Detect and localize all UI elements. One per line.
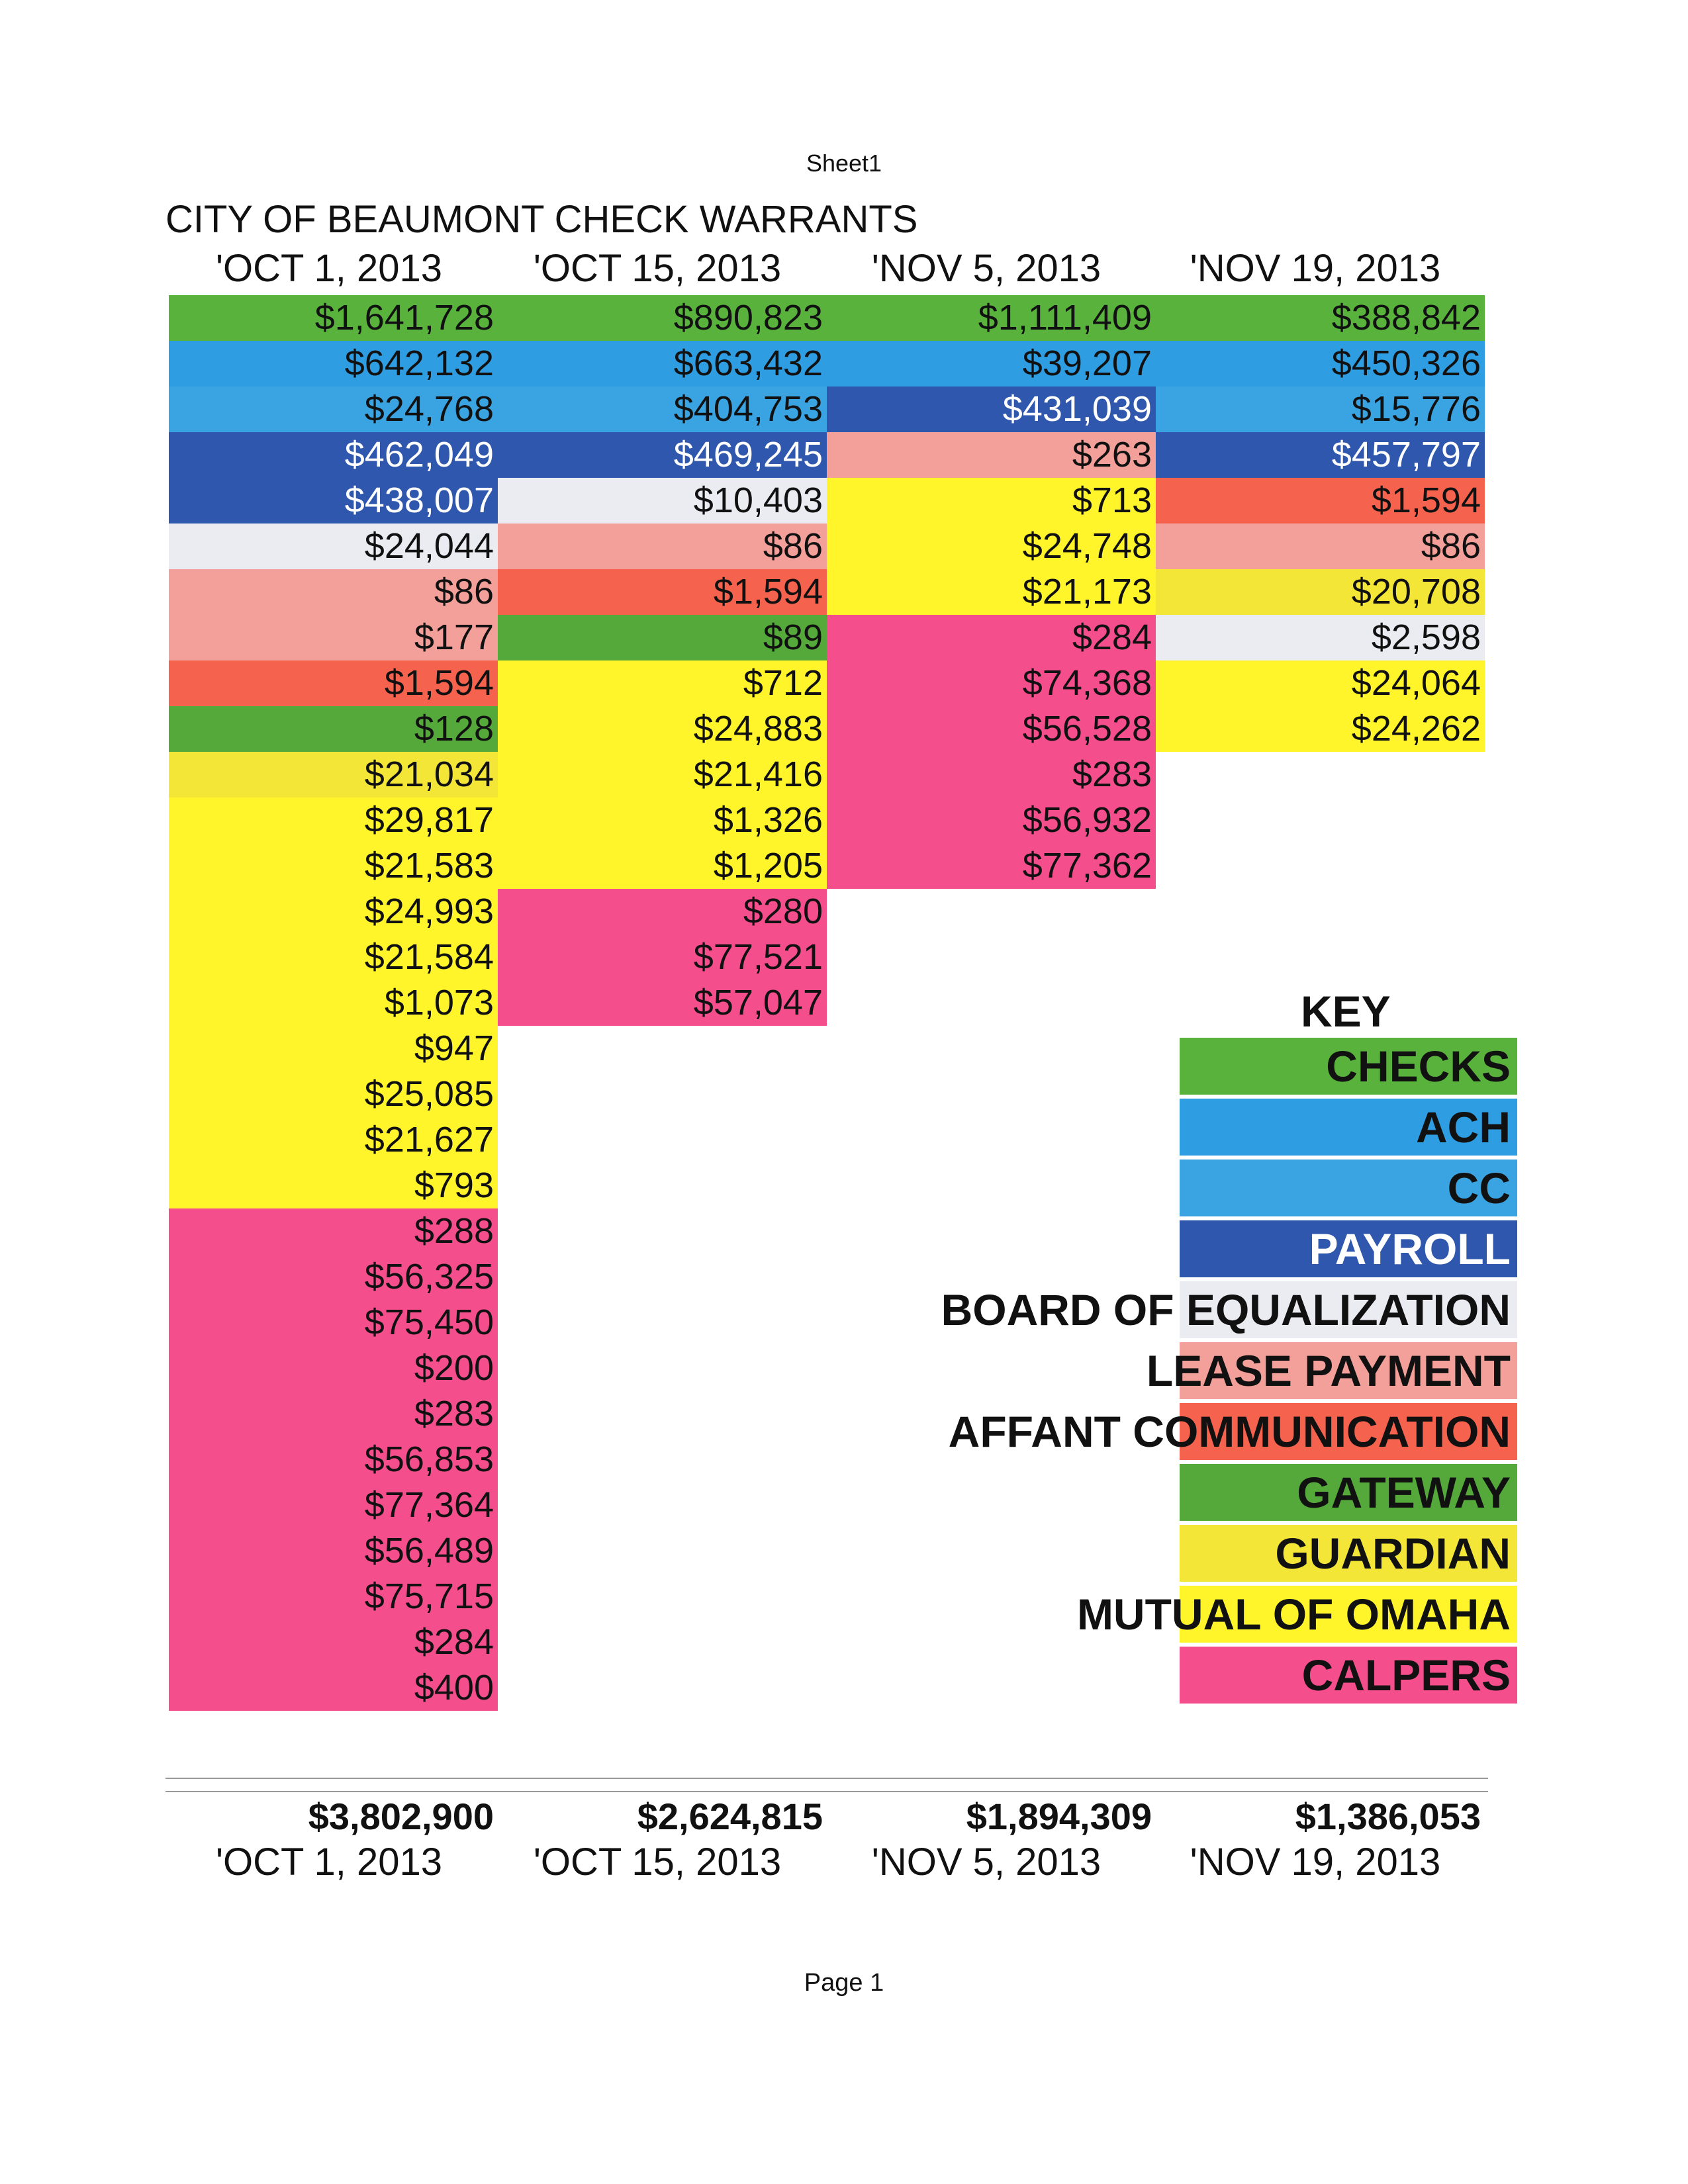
total-nov-5: $1,894,309 — [966, 1796, 1152, 1837]
warrant-amount-board: $10,403 — [498, 478, 827, 523]
warrant-amount-cc: $24,768 — [169, 387, 498, 432]
warrant-amount-calpers: $284 — [169, 1619, 498, 1665]
warrant-amount-mutual: $24,883 — [498, 706, 827, 752]
warrant-amount-mutual: $24,262 — [1156, 706, 1485, 752]
warrant-amount-cc: $404,753 — [498, 387, 827, 432]
warrant-amount-calpers: $283 — [169, 1391, 498, 1437]
warrant-amount-ach: $450,326 — [1156, 341, 1485, 387]
warrant-amount-checks: $1,641,728 — [169, 295, 498, 341]
warrant-column-oct-1 — [169, 295, 498, 1711]
column-date-nov-5: 'NOV 5, 2013 — [871, 247, 1102, 290]
column-date-oct-1: 'OCT 1, 2013 — [215, 247, 443, 290]
key-label-lease: LEASE PAYMENT — [1146, 1346, 1511, 1395]
warrant-amount-calpers: $200 — [169, 1345, 498, 1391]
warrant-amount-mutual: $24,064 — [1156, 660, 1485, 706]
warrant-amount-calpers: $77,521 — [498, 934, 827, 980]
warrant-amount-mutual: $25,085 — [169, 1071, 498, 1117]
key-label-cc: CC — [1447, 1163, 1511, 1212]
warrant-amount-payroll: $462,049 — [169, 432, 498, 478]
key-label-board: BOARD OF EQUALIZATION — [941, 1285, 1511, 1334]
warrant-amount-lease: $177 — [169, 615, 498, 660]
warrant-amount-mutual: $947 — [169, 1026, 498, 1071]
warrant-amount-payroll: $457,797 — [1156, 432, 1485, 478]
warrant-amount-lease: $86 — [1156, 523, 1485, 569]
key-label-ach: ACH — [1416, 1103, 1511, 1152]
warrant-amount-mutual: $793 — [169, 1163, 498, 1208]
warrant-amount-calpers: $56,528 — [827, 706, 1156, 752]
warrant-amount-checks: $388,842 — [1156, 295, 1485, 341]
warrant-amount-checks: $1,111,409 — [827, 295, 1156, 341]
key-label-gateway: GATEWAY — [1297, 1468, 1511, 1517]
warrant-amount-calpers: $75,450 — [169, 1300, 498, 1345]
warrant-column-oct-15 — [498, 295, 827, 1026]
warrant-amount-affant: $1,594 — [169, 660, 498, 706]
column-date-nov-19: 'NOV 19, 2013 — [1190, 247, 1441, 290]
totals-divider — [165, 1778, 1488, 1779]
warrant-amount-ach: $663,432 — [498, 341, 827, 387]
footer-date-nov-19: 'NOV 19, 2013 — [1190, 1841, 1441, 1884]
warrant-amount-payroll: $469,245 — [498, 432, 827, 478]
warrant-amount-calpers: $56,489 — [169, 1528, 498, 1574]
warrant-amount-mutual: $21,416 — [498, 752, 827, 797]
warrant-amount-affant: $1,594 — [1156, 478, 1485, 523]
warrant-amount-mutual: $713 — [827, 478, 1156, 523]
warrant-amount-guardian: $21,034 — [169, 752, 498, 797]
warrant-amount-board: $24,044 — [169, 523, 498, 569]
warrant-amount-calpers: $74,368 — [827, 660, 1156, 706]
warrant-amount-payroll: $431,039 — [827, 387, 1156, 432]
warrant-amount-gateway: $89 — [498, 615, 827, 660]
warrant-amount-lease: $86 — [169, 569, 498, 615]
warrant-amount-mutual: $24,748 — [827, 523, 1156, 569]
warrant-amount-checks: $890,823 — [498, 295, 827, 341]
sheet-label: Sheet1 — [806, 150, 882, 177]
warrant-amount-calpers: $75,715 — [169, 1574, 498, 1619]
key-label-mutual: MUTUAL OF OMAHA — [1076, 1590, 1511, 1639]
warrant-column-nov-5 — [827, 295, 1156, 889]
warrant-column-nov-19 — [1156, 295, 1485, 752]
warrant-amount-mutual: $21,173 — [827, 569, 1156, 615]
warrant-amount-mutual: $1,326 — [498, 797, 827, 843]
total-nov-19: $1,386,053 — [1295, 1796, 1481, 1837]
warrant-amount-mutual: $24,993 — [169, 889, 498, 934]
footer-date-oct-15: 'OCT 15, 2013 — [533, 1841, 782, 1884]
key-title: KEY — [1301, 987, 1391, 1036]
warrant-amount-payroll: $438,007 — [169, 478, 498, 523]
warrant-amount-lease: $86 — [498, 523, 827, 569]
warrant-amount-ach: $642,132 — [169, 341, 498, 387]
warrant-amount-mutual: $21,584 — [169, 934, 498, 980]
warrant-amount-calpers: $56,853 — [169, 1437, 498, 1482]
warrant-amount-cc: $15,776 — [1156, 387, 1485, 432]
warrant-amount-mutual: $29,817 — [169, 797, 498, 843]
key-label-payroll: PAYROLL — [1309, 1224, 1511, 1273]
warrant-amount-gateway: $128 — [169, 706, 498, 752]
warrant-amount-guardian: $20,708 — [1156, 569, 1485, 615]
warrant-amount-mutual: $712 — [498, 660, 827, 706]
column-date-oct-15: 'OCT 15, 2013 — [533, 247, 782, 290]
key-label-affant: AFFANT COMMUNICATION — [948, 1407, 1511, 1456]
warrant-amount-lease: $263 — [827, 432, 1156, 478]
page-number: Page 1 — [804, 1969, 884, 1997]
warrant-amount-calpers: $56,325 — [169, 1254, 498, 1300]
warrant-amount-calpers: $400 — [169, 1665, 498, 1711]
warrant-amount-calpers: $280 — [498, 889, 827, 934]
key-label-calpers: CALPERS — [1301, 1651, 1511, 1700]
total-oct-1: $3,802,900 — [308, 1796, 494, 1837]
warrant-amount-calpers: $288 — [169, 1208, 498, 1254]
page-title: CITY OF BEAUMONT CHECK WARRANTS — [165, 198, 918, 241]
footer-date-nov-5: 'NOV 5, 2013 — [871, 1841, 1102, 1884]
warrant-amount-calpers: $77,362 — [827, 843, 1156, 889]
key-label-checks: CHECKS — [1326, 1042, 1511, 1091]
warrant-amount-calpers: $284 — [827, 615, 1156, 660]
warrant-amount-ach: $39,207 — [827, 341, 1156, 387]
totals-divider — [165, 1791, 1488, 1792]
warrant-amount-calpers: $56,932 — [827, 797, 1156, 843]
warrant-amount-mutual: $21,583 — [169, 843, 498, 889]
key-label-guardian: GUARDIAN — [1275, 1529, 1511, 1578]
warrant-amount-board: $2,598 — [1156, 615, 1485, 660]
total-oct-15: $2,624,815 — [637, 1796, 823, 1837]
warrant-amount-affant: $1,594 — [498, 569, 827, 615]
warrant-amount-calpers: $77,364 — [169, 1482, 498, 1528]
warrant-amount-mutual: $1,073 — [169, 980, 498, 1026]
warrant-amount-mutual: $1,205 — [498, 843, 827, 889]
footer-date-oct-1: 'OCT 1, 2013 — [215, 1841, 443, 1884]
warrant-amount-calpers: $283 — [827, 752, 1156, 797]
warrant-amount-mutual: $21,627 — [169, 1117, 498, 1163]
warrant-amount-calpers: $57,047 — [498, 980, 827, 1026]
